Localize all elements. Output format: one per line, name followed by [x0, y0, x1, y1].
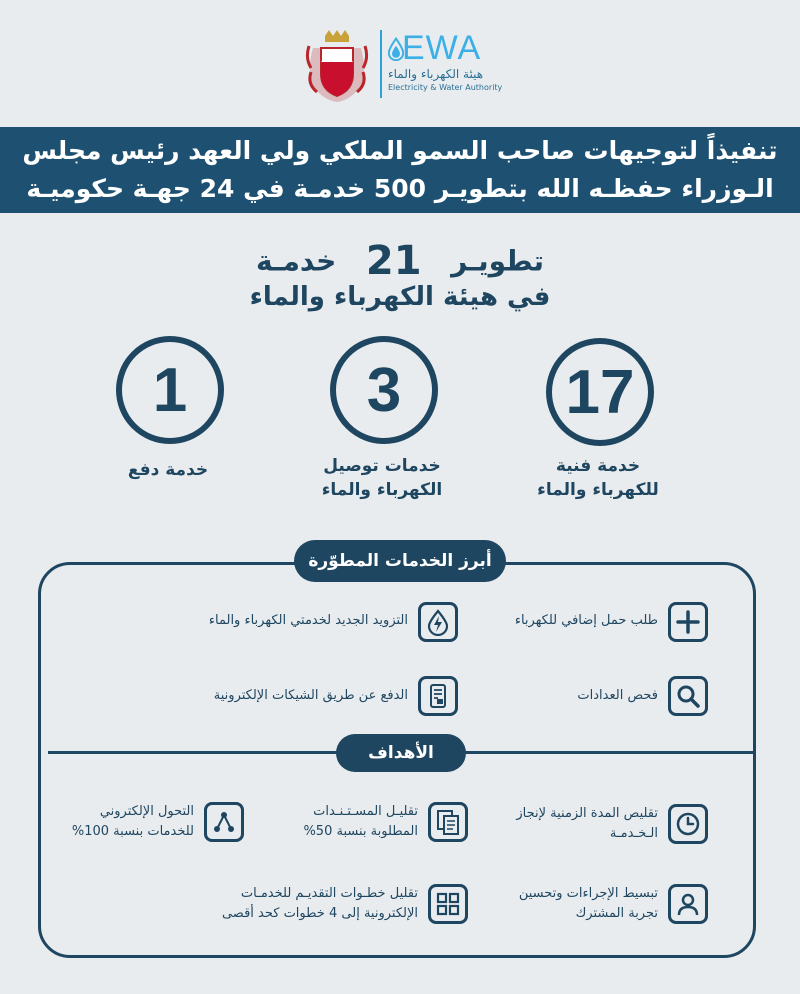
goals-divider-right: [464, 751, 754, 754]
bahrain-emblem: [305, 28, 369, 104]
goal-reduce-time: [488, 804, 658, 844]
service-meter-inspection: فحص العدادات: [577, 688, 658, 703]
clock-icon: [668, 804, 708, 844]
goal-reduce-steps-line1: تقليل خطـوات التقديـم للخدمـات: [240, 886, 418, 901]
banner-line-1: تنفيذاً لتوجيهات صاحب السمو الملكي ولي العهد رئيس مجلس: [22, 136, 778, 165]
stat-circle-connection: 3: [330, 336, 438, 444]
goal-simplify-procedures: [488, 884, 658, 924]
goal-reduce-time-line2: الـخـدمـة: [609, 826, 658, 841]
goal-reduce-documents-line2: المطلوبة بنسبة 50%: [303, 824, 418, 839]
magnifier-icon: [668, 676, 708, 716]
goal-reduce-documents-line1: تقليـل المسـتـنـدات: [313, 804, 418, 819]
ewa-logo-text: EWA: [388, 30, 508, 66]
headline-authority: في هيئة الكهرباء والماء: [249, 282, 551, 312]
stat-label-connection: [282, 454, 482, 502]
stat-circle-payment: 1: [116, 336, 224, 444]
goal-reduce-steps: [168, 884, 418, 924]
goal-simplify-procedures-line1: تبسيط الإجراءات وتحسين: [518, 886, 658, 901]
documents-icon: [428, 802, 468, 842]
goal-digital-transformation-line2: للخدمات بنسبة 100%: [71, 824, 194, 839]
banner-line-2: الـوزراء حفظـه الله بتطويـر 500 خدمـة في 24 جهـة حكوميـة: [26, 174, 774, 203]
cheque-icon: [418, 676, 458, 716]
services-title-pill: أبرز الخدمات المطوّرة: [294, 540, 506, 582]
ewa-arabic-name: هيئة الكهرباء والماء: [388, 67, 484, 81]
stat-label-technical: [498, 454, 698, 502]
goal-simplify-procedures-line2: تجربة المشترك: [575, 906, 658, 921]
ewa-english-name: Electricity & Water Authority: [388, 83, 503, 92]
plus-icon: [668, 602, 708, 642]
ewa-logo: [388, 30, 508, 94]
stat-label-connection-line1: خدمات توصيل: [323, 456, 441, 476]
service-new-supply: التزويد الجديد لخدمتي الكهرباء والماء: [208, 613, 408, 628]
goal-digital-transformation-line1: التحول الإلكتروني: [99, 804, 194, 819]
service-extra-load: طلب حمل إضافي للكهرباء: [514, 613, 658, 628]
user-icon: [668, 884, 708, 924]
directive-banner: [0, 127, 800, 213]
stat-label-technical-line2: للكهرباء والماء: [537, 480, 659, 500]
goal-reduce-steps-line2: الإلكترونية إلى 4 خطوات كحد أقصى: [221, 906, 418, 921]
stat-label-connection-line2: الكهرباء والماء: [321, 480, 443, 500]
grid-icon: [428, 884, 468, 924]
logo-separator: [380, 30, 382, 98]
headline-word-develop: تطويـر: [451, 244, 544, 278]
bahrain-emblem-icon: [305, 28, 369, 104]
stat-label-payment-line1: خدمة دفع: [127, 460, 209, 480]
headline-count: [200, 238, 600, 284]
goals-divider-left: [48, 751, 338, 754]
electricity-water-icon: [418, 602, 458, 642]
network-icon: [204, 802, 244, 842]
goals-title-pill: الأهداف: [336, 734, 466, 772]
stat-label-technical-line1: خدمة فنية: [555, 456, 641, 476]
goal-digital-transformation: [58, 802, 194, 842]
goal-reduce-time-line1: تقليص المدة الزمنية لإنجاز: [516, 806, 658, 821]
service-e-cheque-payment: الدفع عن طريق الشيكات الإلكترونية: [213, 688, 408, 703]
headline-word-service: خدمـة: [256, 244, 337, 278]
headline-number: 21: [365, 238, 422, 284]
stat-circle-technical: 17: [546, 338, 654, 446]
goal-reduce-documents: [268, 802, 418, 842]
stat-label-payment: [68, 458, 268, 482]
